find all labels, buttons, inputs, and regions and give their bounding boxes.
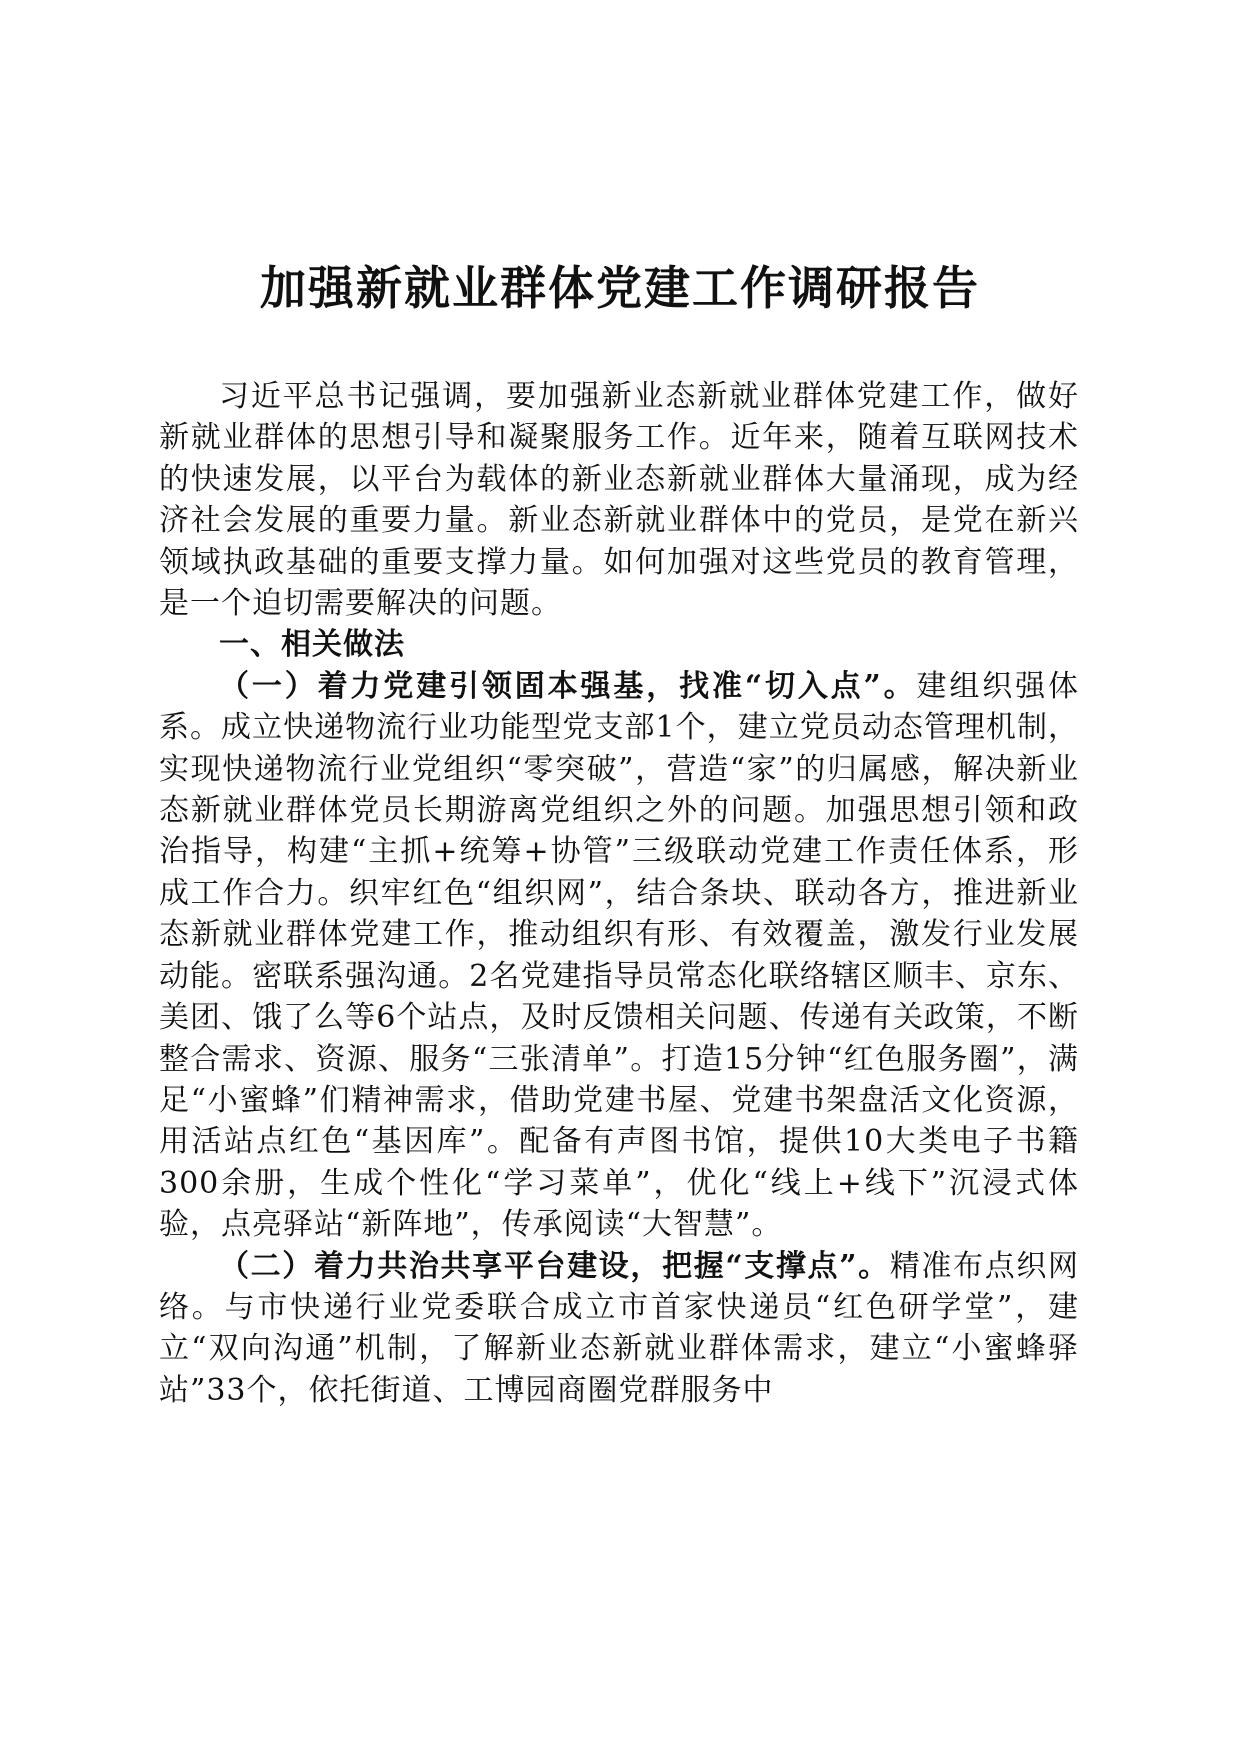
section-paragraph-1 [159, 666, 1079, 1246]
subsection-text-2: 精准布点织网络。与市快递行业党委联合成立市首家快递员“红色研学堂”，建立“双向沟通”机制，了解新业态新就业群体需求，建立“小蜜蜂驿站”33个，依托街道、工博园商圈党群服务中 [159, 1248, 1080, 1408]
section-paragraph-2 [159, 1246, 1079, 1412]
section-heading: 一、相关做法 [219, 627, 405, 663]
document-title: 加强新就业群体党建工作调研报告 [260, 261, 980, 315]
document-body [159, 376, 1079, 1411]
subsection-text-1: 建组织强体系。成立快递物流行业功能型党支部1个，建立党员动态管理机制，实现快递物流行业党组织“零突破”，营造“家”的归属感，解决新业态新就业群体党员长期游离党组织之外的问题。加强思想引领和政治指导，构建“主抓+统筹+协管”三级联动党建工作责任体系，形成工作合力。织牢红色“组织网”，结合条块、联动各方，推进新业态新就业群体党建工作，推动组织有形、有效覆盖，激发行业发展动能。密联系强沟通。2名党建指导员常态化联络辖区顺丰、京东、美团、饿了么等6个站点，及时反馈相关问题、传递有关政策，不断整合需求、资源、服务“三张清单”。打造15分钟“红色服务圈”，满足“小蜜蜂”们精神需求，借助党建书屋、党建书架盘活文化资源，用活站点红色“基因库”。配备有声图书馆，提供10大类电子书籍300余册，生成个性化“学习菜单”，优化“线上+线下”沉浸式体验，点亮驿站“新阵地”，传承阅读“大智慧”。 [159, 668, 1080, 1243]
intro-paragraph: 习近平总书记强调，要加强新业态新就业群体党建工作，做好新就业群体的思想引导和凝聚服务工作。近年来，随着互联网技术的快速发展，以平台为载体的新业态新就业群体大量涌现，成为经济社会发展的重要力量。新业态新就业群体中的党员，是党在新兴领域执政基础的重要支撑力量。如何加强对这些党员的教育管理，是一个迫切需要解决的问题。 [159, 379, 1079, 622]
subsection-heading-1: （一）着力党建引领固本强基，找准“切入点”。 [219, 668, 917, 704]
subsection-heading-2: （二）着力共治共享平台建设，把握“支撑点”。 [219, 1248, 890, 1284]
